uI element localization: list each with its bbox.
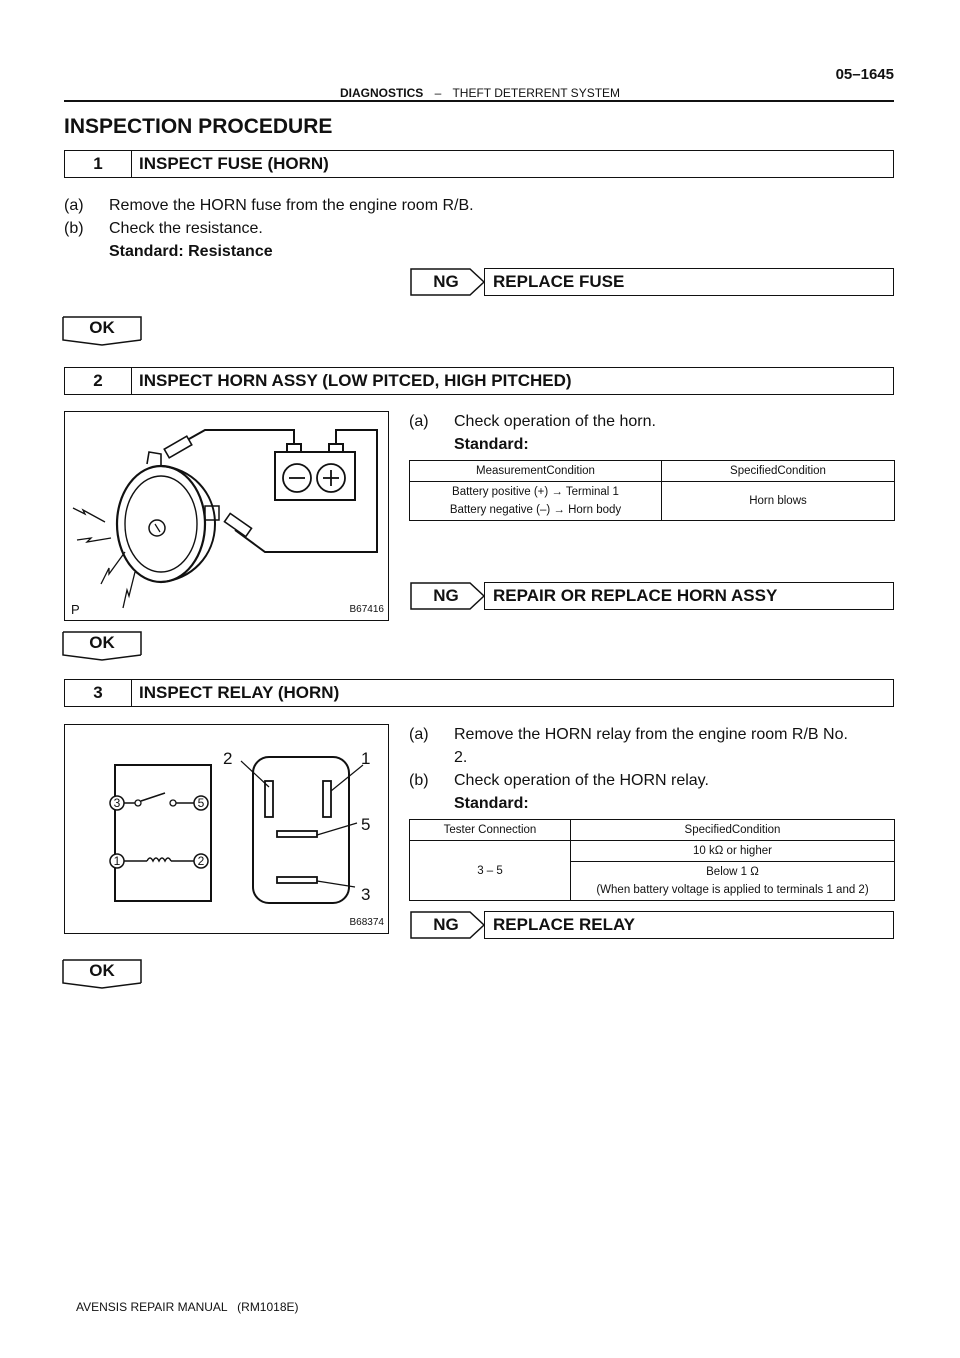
horn-test-illustration	[65, 412, 387, 619]
step-1-standard: Standard: Resistance	[109, 243, 273, 260]
line-text: Check operation of the horn.	[454, 413, 656, 430]
ok-label: OK	[89, 961, 115, 980]
table-header: SpecifiedCondition	[571, 820, 895, 841]
step-1-ng-row	[410, 268, 894, 296]
step-label: INSPECT HORN ASSY (LOW PITCED, HIGH PITCHED)	[139, 371, 572, 390]
step-2-ok	[62, 631, 142, 661]
figure-corner-mark: P	[71, 602, 80, 617]
step-3-ok	[62, 959, 142, 989]
pin-label: 1	[361, 749, 371, 768]
header-rule	[64, 100, 894, 102]
footer: AVENSIS REPAIR MANUAL (RM1018E)	[76, 1300, 299, 1314]
table-cell: 10 kΩ or higher	[571, 841, 895, 862]
ng-action: REPLACE FUSE	[484, 268, 894, 296]
page-number: 05–1645	[835, 66, 894, 83]
step-3-standard: Standard:	[454, 795, 529, 812]
ok-label: OK	[89, 318, 115, 337]
step-1-bar	[64, 150, 894, 178]
table-cell: Horn blows	[662, 482, 895, 521]
step-3-line-a	[409, 723, 899, 747]
terminal-label: 5	[197, 796, 205, 810]
header-separator: –	[434, 86, 442, 100]
step-number: 2	[65, 368, 132, 394]
relay-figure	[64, 724, 389, 934]
figure-code: B67416	[349, 604, 384, 615]
pin-label: 2	[223, 749, 233, 768]
step-1-line-b	[64, 217, 263, 241]
step-3-line-b	[409, 769, 709, 793]
page-title: INSPECTION PROCEDURE	[64, 115, 333, 138]
ng-action: REPAIR OR REPLACE HORN ASSY	[484, 582, 894, 610]
condition-1: Battery positive (+) → Terminal 1	[452, 486, 619, 498]
line-text: Check operation of the HORN relay.	[454, 772, 709, 789]
step-1-ok	[62, 316, 142, 346]
terminal-label: 3	[113, 796, 121, 810]
ng-label: NG	[433, 272, 459, 291]
step-2-standard: Standard:	[454, 436, 529, 453]
step-1-line-a	[64, 194, 474, 218]
table-cell	[410, 482, 662, 521]
line-text: Check the resistance.	[109, 220, 263, 237]
line-marker: (b)	[409, 772, 429, 789]
terminal-label: 2	[197, 854, 205, 868]
line-text: Remove the HORN fuse from the engine room R/B.	[109, 197, 474, 214]
horn-spec-table	[409, 460, 895, 521]
step-2-line-a	[409, 410, 656, 434]
table-cell	[571, 862, 895, 901]
ng-label: NG	[433, 915, 459, 934]
ok-label: OK	[89, 633, 115, 652]
step-3-bar	[64, 679, 894, 707]
horn-figure	[64, 411, 389, 621]
step-2-bar	[64, 367, 894, 395]
terminal-label: 1	[113, 854, 121, 868]
step-label: INSPECT FUSE (HORN)	[139, 154, 329, 173]
step-label: INSPECT RELAY (HORN)	[139, 683, 340, 702]
line-marker: (a)	[409, 726, 429, 743]
pin-label: 3	[361, 885, 371, 904]
step-3-line-a-cont: 2.	[454, 749, 468, 766]
line-text: Remove the HORN relay from the engine room R/B No.	[454, 726, 848, 743]
result-value: Below 1 Ω	[706, 866, 759, 878]
line-marker: (a)	[409, 413, 429, 430]
table-cell: 3 – 5	[410, 841, 571, 901]
step-3-ng-row	[410, 911, 894, 939]
step-number: 1	[65, 151, 132, 177]
ng-label: NG	[433, 586, 459, 605]
condition-2: Battery negative (–) → Horn body	[449, 504, 622, 516]
step-number: 3	[65, 680, 132, 706]
relay-spec-table	[409, 819, 895, 901]
header-section: DIAGNOSTICS	[339, 86, 424, 100]
table-header: MeasurementCondition	[410, 461, 662, 482]
running-header	[0, 86, 960, 100]
table-header: SpecifiedCondition	[662, 461, 895, 482]
ng-action: REPLACE RELAY	[484, 911, 894, 939]
step-2-ng-row	[410, 582, 894, 610]
line-marker: (a)	[64, 197, 84, 214]
line-marker: (b)	[64, 220, 84, 237]
header-subsection: THEFT DETERRENT SYSTEM	[452, 86, 621, 100]
pin-label: 5	[361, 815, 371, 834]
result-note: (When battery voltage is applied to terminals 1 and 2)	[596, 884, 869, 896]
figure-code: B68374	[349, 917, 384, 928]
table-header: Tester Connection	[410, 820, 571, 841]
